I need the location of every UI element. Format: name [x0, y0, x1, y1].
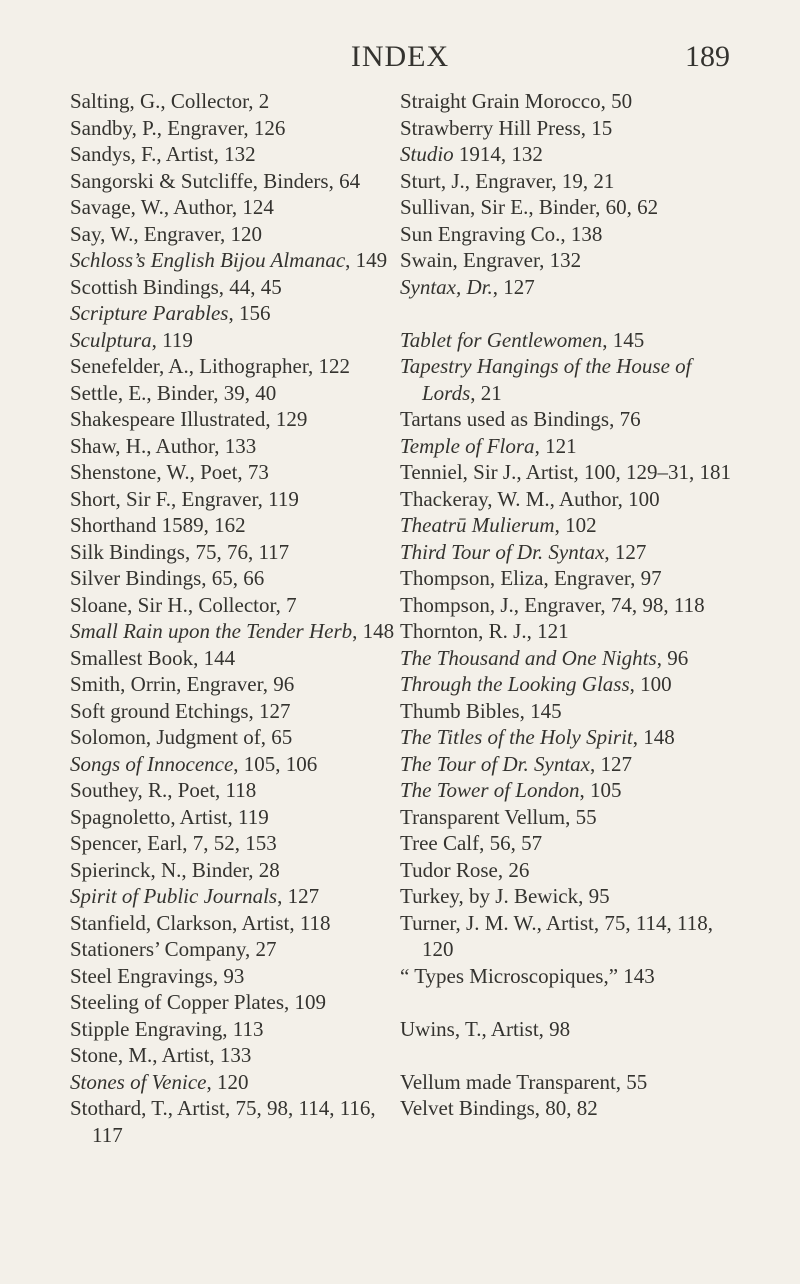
index-entry	[400, 1016, 745, 1043]
entry-text: Stone, M., Artist, 133	[70, 1043, 252, 1067]
index-entry	[400, 247, 745, 274]
entry-text: Spierinck, N., Binder, 28	[70, 857, 280, 882]
index-entry	[400, 777, 745, 804]
entry-text: Solomon, Judgment of, 65	[70, 725, 293, 749]
index-entry	[400, 141, 745, 168]
entry-title-italic: Syntax, Dr.	[400, 274, 493, 299]
index-entry	[70, 300, 400, 327]
entry-text: Sloane, Sir H., Collector, 7	[70, 592, 297, 617]
entry-title-italic: Scripture Parables	[70, 301, 229, 325]
index-entry	[70, 168, 400, 195]
index-entry	[70, 115, 400, 142]
index-entry	[70, 1095, 400, 1148]
page-number: 189	[685, 40, 730, 73]
entry-text: Short, Sir F., Engraver, 119	[70, 486, 299, 511]
entry-text: Sandby, P., Engraver, 126	[70, 115, 286, 140]
entry-title-italic: The Thousand and One Nights	[400, 645, 657, 670]
index-entry	[70, 327, 400, 354]
entry-text: , 120	[206, 1069, 249, 1094]
index-entry	[70, 963, 400, 990]
index-column-right	[400, 88, 745, 1122]
entry-text: Sandys, F., Artist, 132	[70, 142, 256, 166]
entry-text: Soft ground Etchings, 127	[70, 698, 291, 723]
index-entry	[70, 830, 400, 857]
section-gap	[400, 1042, 745, 1069]
index-entry	[400, 353, 745, 406]
entry-text: Tree Calf, 56, 57	[400, 831, 543, 855]
index-entry	[400, 963, 745, 990]
index-entry	[400, 539, 745, 566]
index-entry	[400, 512, 745, 539]
index-entry	[70, 274, 400, 301]
index-entry	[400, 459, 745, 486]
entry-text: Uwins, T., Artist, 98	[400, 1016, 571, 1041]
entry-title-italic: Tapestry Hangings of the House of Lords	[400, 354, 692, 405]
index-entry	[70, 486, 400, 513]
entry-text: , 102	[554, 513, 597, 537]
index-entry	[70, 698, 400, 725]
index-entry	[400, 698, 745, 725]
entry-text: Thackeray, W. M., Author, 100	[400, 486, 660, 511]
index-entry	[70, 380, 400, 407]
index-entry	[70, 1042, 400, 1069]
entry-text: Straight Grain Morocco, 50	[400, 89, 633, 113]
entry-title-italic: Tablet for Gentlewomen	[400, 327, 603, 352]
index-entry	[70, 406, 400, 433]
entry-title-italic: The Tour of Dr. Syntax	[400, 751, 590, 776]
entry-text: Stothard, T., Artist, 75, 98, 114, 116, 117	[70, 1096, 376, 1147]
index-entry	[70, 141, 400, 168]
index-entry	[70, 459, 400, 486]
entry-text: , 100	[629, 672, 672, 696]
index-entry	[400, 830, 745, 857]
entry-text: Tartans used as Bindings, 76	[400, 407, 641, 431]
index-entry	[400, 327, 745, 354]
index-entry	[400, 883, 745, 910]
entry-text: Turner, J. M. W., Artist, 75, 114, 118, 120	[400, 910, 714, 961]
entry-text: Say, W., Engraver, 120	[70, 221, 263, 246]
entry-text: Thompson, Eliza, Engraver, 97	[400, 566, 662, 590]
entry-title-italic: Third Tour of Dr. Syntax	[400, 539, 605, 564]
index-entry	[400, 274, 745, 301]
entry-title-italic: Studio	[400, 142, 454, 166]
entry-text: , 105, 106	[233, 751, 318, 776]
entry-text: Salting, G., Collector, 2	[70, 89, 270, 113]
entry-text: , 156	[228, 301, 271, 325]
index-entry	[70, 247, 400, 274]
index-entry	[400, 645, 745, 672]
index-entry	[70, 804, 400, 831]
index-entry	[400, 565, 745, 592]
index-entry	[400, 751, 745, 778]
entry-text: , 119	[151, 327, 193, 352]
entry-text: Smallest Book, 144	[70, 645, 236, 670]
entry-title-italic: Through the Looking Glass	[400, 672, 630, 696]
index-entry	[70, 936, 400, 963]
index-entry	[70, 777, 400, 804]
entry-text: Shorthand 1589, 162	[70, 513, 246, 537]
index-entry	[400, 724, 745, 751]
index-entry	[70, 671, 400, 698]
entry-text: , 148	[352, 619, 395, 643]
entry-text: , 21	[470, 380, 502, 405]
entry-text: Turkey, by J. Bewick, 95	[400, 884, 610, 908]
entry-text: Vellum made Transparent, 55	[400, 1069, 648, 1094]
entry-text: Sturt, J., Engraver, 19, 21	[400, 168, 615, 193]
index-column-left	[70, 88, 400, 1148]
entry-text: Thumb Bibles, 145	[400, 698, 562, 723]
entry-text: , 96	[656, 645, 689, 670]
entry-text: Shenstone, W., Poet, 73	[70, 460, 269, 484]
entry-text: Tudor Rose, 26	[400, 857, 530, 882]
index-entry	[400, 1069, 745, 1096]
entry-text: , 127	[492, 274, 535, 299]
section-gap	[400, 300, 745, 327]
index-entry	[70, 353, 400, 380]
index-entry	[400, 671, 745, 698]
entry-text: Stipple Engraving, 113	[70, 1016, 264, 1041]
entry-text: Thornton, R. J., 121	[400, 619, 569, 643]
entry-text: 1914, 132	[453, 142, 543, 166]
entry-text: , 127	[604, 539, 647, 564]
index-entry	[70, 724, 400, 751]
index-entry	[70, 539, 400, 566]
entry-text: Stationers’ Company, 27	[70, 937, 277, 961]
entry-title-italic: Spirit of Public Journals	[70, 884, 278, 908]
entry-text: Settle, E., Binder, 39, 40	[70, 380, 277, 405]
entry-text: Southey, R., Poet, 118	[70, 778, 257, 802]
entry-text: Swain, Engraver, 132	[400, 248, 582, 272]
index-entry	[70, 221, 400, 248]
entry-title-italic: Schloss’s English Bijou Almanac	[70, 248, 346, 272]
entry-text: Silver Bindings, 65, 66	[70, 566, 265, 590]
entry-text: Sun Engraving Co., 138	[400, 221, 603, 246]
index-entry	[400, 618, 745, 645]
entry-title-italic: The Tower of London	[400, 778, 580, 802]
entry-text: Scottish Bindings, 44, 45	[70, 274, 282, 299]
index-entry	[400, 486, 745, 513]
entry-text: Sullivan, Sir E., Binder, 60, 62	[400, 195, 659, 219]
index-entry	[400, 221, 745, 248]
index-entry	[70, 645, 400, 672]
index-entry	[400, 857, 745, 884]
index-entry	[400, 88, 745, 115]
index-entry	[70, 1016, 400, 1043]
index-entry	[70, 88, 400, 115]
index-entry	[70, 565, 400, 592]
entry-text: , 127	[277, 884, 320, 908]
entry-text: Smith, Orrin, Engraver, 96	[70, 672, 295, 696]
entry-title-italic: Stones of Venice	[70, 1069, 207, 1094]
index-entry	[400, 194, 745, 221]
entry-text: “ Types Microscopiques,” 143	[400, 963, 655, 988]
entry-text: Steel Engravings, 93	[70, 963, 245, 988]
index-entry	[400, 433, 745, 460]
index-entry	[400, 168, 745, 195]
index-entry	[70, 512, 400, 539]
entry-text: , 145	[602, 327, 645, 352]
index-entry	[400, 804, 745, 831]
entry-title-italic: The Titles of the Holy Spirit	[400, 725, 633, 749]
entry-text: , 149	[345, 248, 388, 272]
entry-text: Tenniel, Sir J., Artist, 100, 129–31, 181	[400, 460, 732, 484]
entry-text: Savage, W., Author, 124	[70, 195, 274, 219]
entry-text: , 148	[632, 725, 675, 749]
entry-text: , 105	[579, 778, 622, 802]
entry-title-italic: Small Rain upon the Tender Herb	[70, 619, 353, 643]
section-gap	[400, 989, 745, 1016]
index-entry	[70, 194, 400, 221]
index-entry	[70, 618, 400, 645]
index-entry	[70, 989, 400, 1016]
index-entry	[400, 406, 745, 433]
entry-text: Senefelder, A., Lithographer, 122	[70, 354, 350, 378]
entry-text: , 121	[534, 433, 577, 458]
entry-text: Steeling of Copper Plates, 109	[70, 990, 327, 1014]
index-entry	[400, 1095, 745, 1122]
index-entry	[70, 592, 400, 619]
index-entry	[70, 857, 400, 884]
index-entry	[70, 751, 400, 778]
entry-title-italic: Temple of Flora	[400, 433, 535, 458]
entry-text: Silk Bindings, 75, 76, 117	[70, 539, 290, 564]
index-entry	[70, 910, 400, 937]
entry-title-italic: Sculptura	[70, 327, 152, 352]
index-entry	[70, 883, 400, 910]
entry-text: Thompson, J., Engraver, 74, 98, 118	[400, 592, 705, 617]
entry-text: Velvet Bindings, 80, 82	[400, 1096, 598, 1120]
entry-text: Shakespeare Illustrated, 129	[70, 407, 308, 431]
entry-text: Strawberry Hill Press, 15	[400, 115, 613, 140]
index-entry	[70, 1069, 400, 1096]
entry-text: , 127	[590, 751, 632, 776]
entry-title-italic: Theatrū Mulierum	[400, 513, 555, 537]
entry-title-italic: Songs of Innocence	[70, 751, 234, 776]
entry-text: Stanfield, Clarkson, Artist, 118	[70, 910, 331, 935]
entry-text: Spagnoletto, Artist, 119	[70, 804, 269, 829]
page-header	[0, 40, 800, 80]
index-entry	[400, 592, 745, 619]
index-entry	[400, 115, 745, 142]
entry-text: Transparent Vellum, 55	[400, 804, 597, 829]
entry-text: Spencer, Earl, 7, 52, 153	[70, 831, 277, 855]
entry-text: Sangorski & Sutcliffe, Binders, 64	[70, 168, 361, 193]
index-entry	[70, 433, 400, 460]
index-entry	[400, 910, 745, 963]
page-title: INDEX	[350, 40, 450, 73]
entry-text: Shaw, H., Author, 133	[70, 433, 257, 458]
